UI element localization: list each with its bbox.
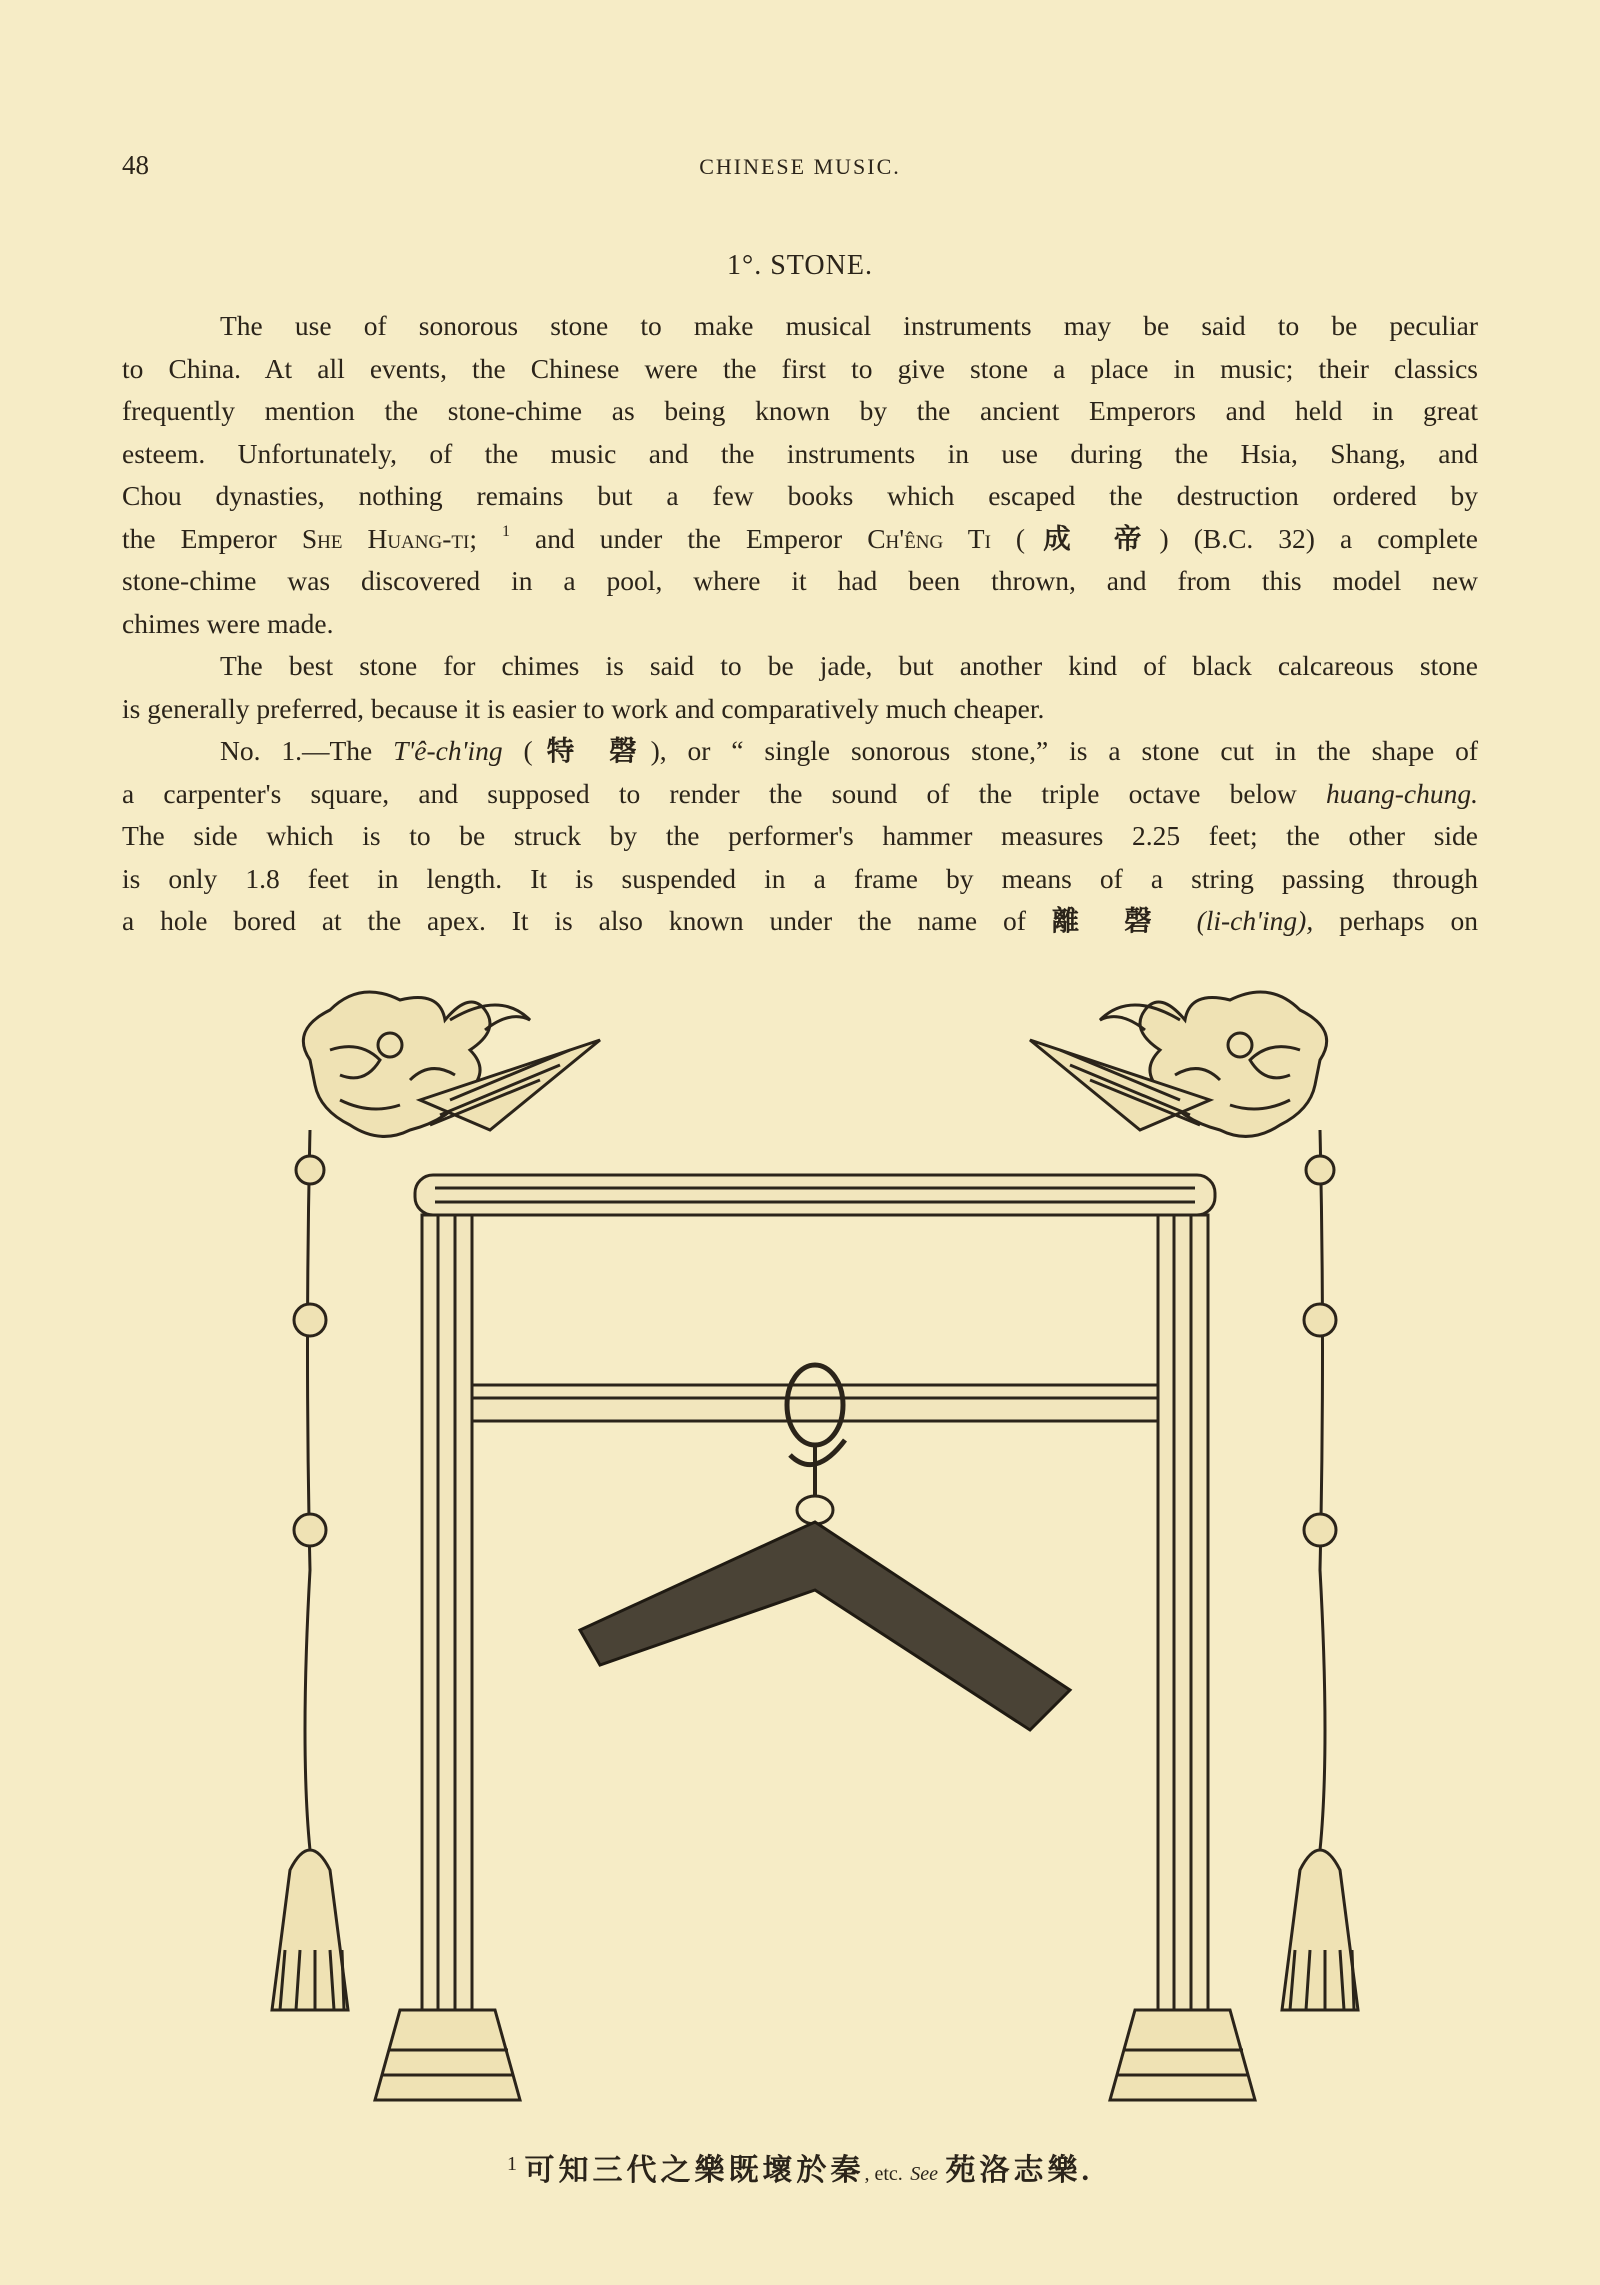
section-heading: 1°. STONE. bbox=[727, 250, 873, 281]
emperor-name: Ch'êng Ti bbox=[867, 522, 991, 554]
note-name: huang-chung. bbox=[1326, 777, 1478, 809]
top-crossbar bbox=[415, 1175, 1215, 1215]
text-line bbox=[122, 773, 1478, 816]
text-line: is generally preferred, because it is easier to work and comparatively much cheaper. bbox=[122, 692, 1045, 724]
text-line: The best stone for chimes is said to be jade, but another kind of black calcareous stone bbox=[220, 650, 1478, 681]
footnote bbox=[0, 2145, 1600, 2189]
text-line bbox=[122, 900, 1478, 943]
text-run: ( bbox=[502, 735, 533, 766]
page-number: 48 bbox=[122, 150, 149, 180]
chinese-characters: 特 磬 bbox=[532, 735, 651, 766]
text-line: Chou dynasties, nothing remains but a few books which escaped the destruction ordered by bbox=[122, 480, 1478, 511]
post-right bbox=[1158, 1215, 1208, 2010]
running-title: CHINESE MUSIC. bbox=[699, 154, 901, 179]
dragon-head-right bbox=[1030, 992, 1327, 1136]
text-run: ( bbox=[990, 522, 1026, 554]
footnote-chinese-reference: 苑洛志樂. bbox=[945, 2154, 1094, 2187]
cord-left bbox=[305, 1130, 310, 1850]
post-left bbox=[422, 1215, 472, 2010]
emperor-name: She Huang-ti bbox=[301, 522, 470, 554]
dragon-head-left bbox=[303, 992, 600, 1136]
paragraph-2 bbox=[122, 645, 1478, 730]
instrument-name: T'ê-ch'ing bbox=[393, 735, 503, 766]
stone-chime-frame-drawing bbox=[270, 950, 1360, 2125]
text-run: ) (B.C. 32) a complete bbox=[1159, 522, 1478, 554]
text-run: a hole bored at the apex. It is also known under the name of bbox=[122, 905, 1052, 936]
text-line: is only 1.8 feet in length. It is suspended in a frame by means of a string passing through bbox=[122, 862, 1478, 894]
middle-crossbar bbox=[472, 1385, 1158, 1421]
text-line: to China. At all events, the Chinese were the first to give stone a place in music; their classics bbox=[122, 352, 1478, 384]
text-line bbox=[122, 518, 1478, 561]
footnote-etc: , etc. bbox=[864, 2163, 903, 2185]
text-line bbox=[122, 730, 1478, 773]
footnote-mark: 1 bbox=[506, 2153, 517, 2175]
chinese-characters: 離 磬 bbox=[1051, 905, 1171, 936]
text-run: No. 1.—The bbox=[220, 735, 394, 766]
chinese-characters: 成 帝 bbox=[1025, 522, 1160, 554]
text-line: chimes were made. bbox=[122, 607, 334, 639]
stone-chime bbox=[580, 1522, 1070, 1730]
text-line: esteem. Unfortunately, of the music and the instruments in use during the Hsia, Shang, and bbox=[122, 437, 1478, 469]
text-line: stone-chime was discovered in a pool, where it had been thrown, and from this model new bbox=[122, 565, 1478, 596]
text-run: the Emperor bbox=[122, 522, 302, 554]
text-run: ; bbox=[469, 522, 502, 554]
text-run: and under the Emperor bbox=[509, 522, 868, 554]
running-head bbox=[122, 150, 1478, 190]
body-text bbox=[122, 305, 1478, 943]
text-run: ), or “ single sonorous stone,” is a stone cut in the shape of bbox=[650, 735, 1478, 766]
base-left bbox=[375, 2010, 520, 2100]
text-run: perhaps on bbox=[1313, 905, 1478, 936]
base-right bbox=[1110, 2010, 1255, 2100]
text-line: The use of sonorous stone to make musical instruments may be said to be peculiar bbox=[220, 310, 1478, 341]
text-line: frequently mention the stone-chime as being known by the ancient Emperors and held in great bbox=[122, 395, 1478, 426]
stone-chime-illustration bbox=[270, 950, 1360, 2125]
paragraph-1 bbox=[122, 305, 1478, 645]
footnote-reference: 1 bbox=[501, 522, 510, 540]
cord-right bbox=[1320, 1130, 1325, 1850]
text-line: The side which is to be struck by the performer's hammer measures 2.25 feet; the other side bbox=[122, 820, 1478, 851]
paragraph-3 bbox=[122, 730, 1478, 943]
instrument-name: (li-ch'ing), bbox=[1170, 905, 1314, 936]
text-run: a carpenter's square, and supposed to render the sound of the triple octave below bbox=[122, 777, 1326, 809]
footnote-chinese-quote: 可知三代之樂既壞於秦 bbox=[524, 2154, 865, 2187]
footnote-see: See bbox=[910, 2163, 939, 2185]
